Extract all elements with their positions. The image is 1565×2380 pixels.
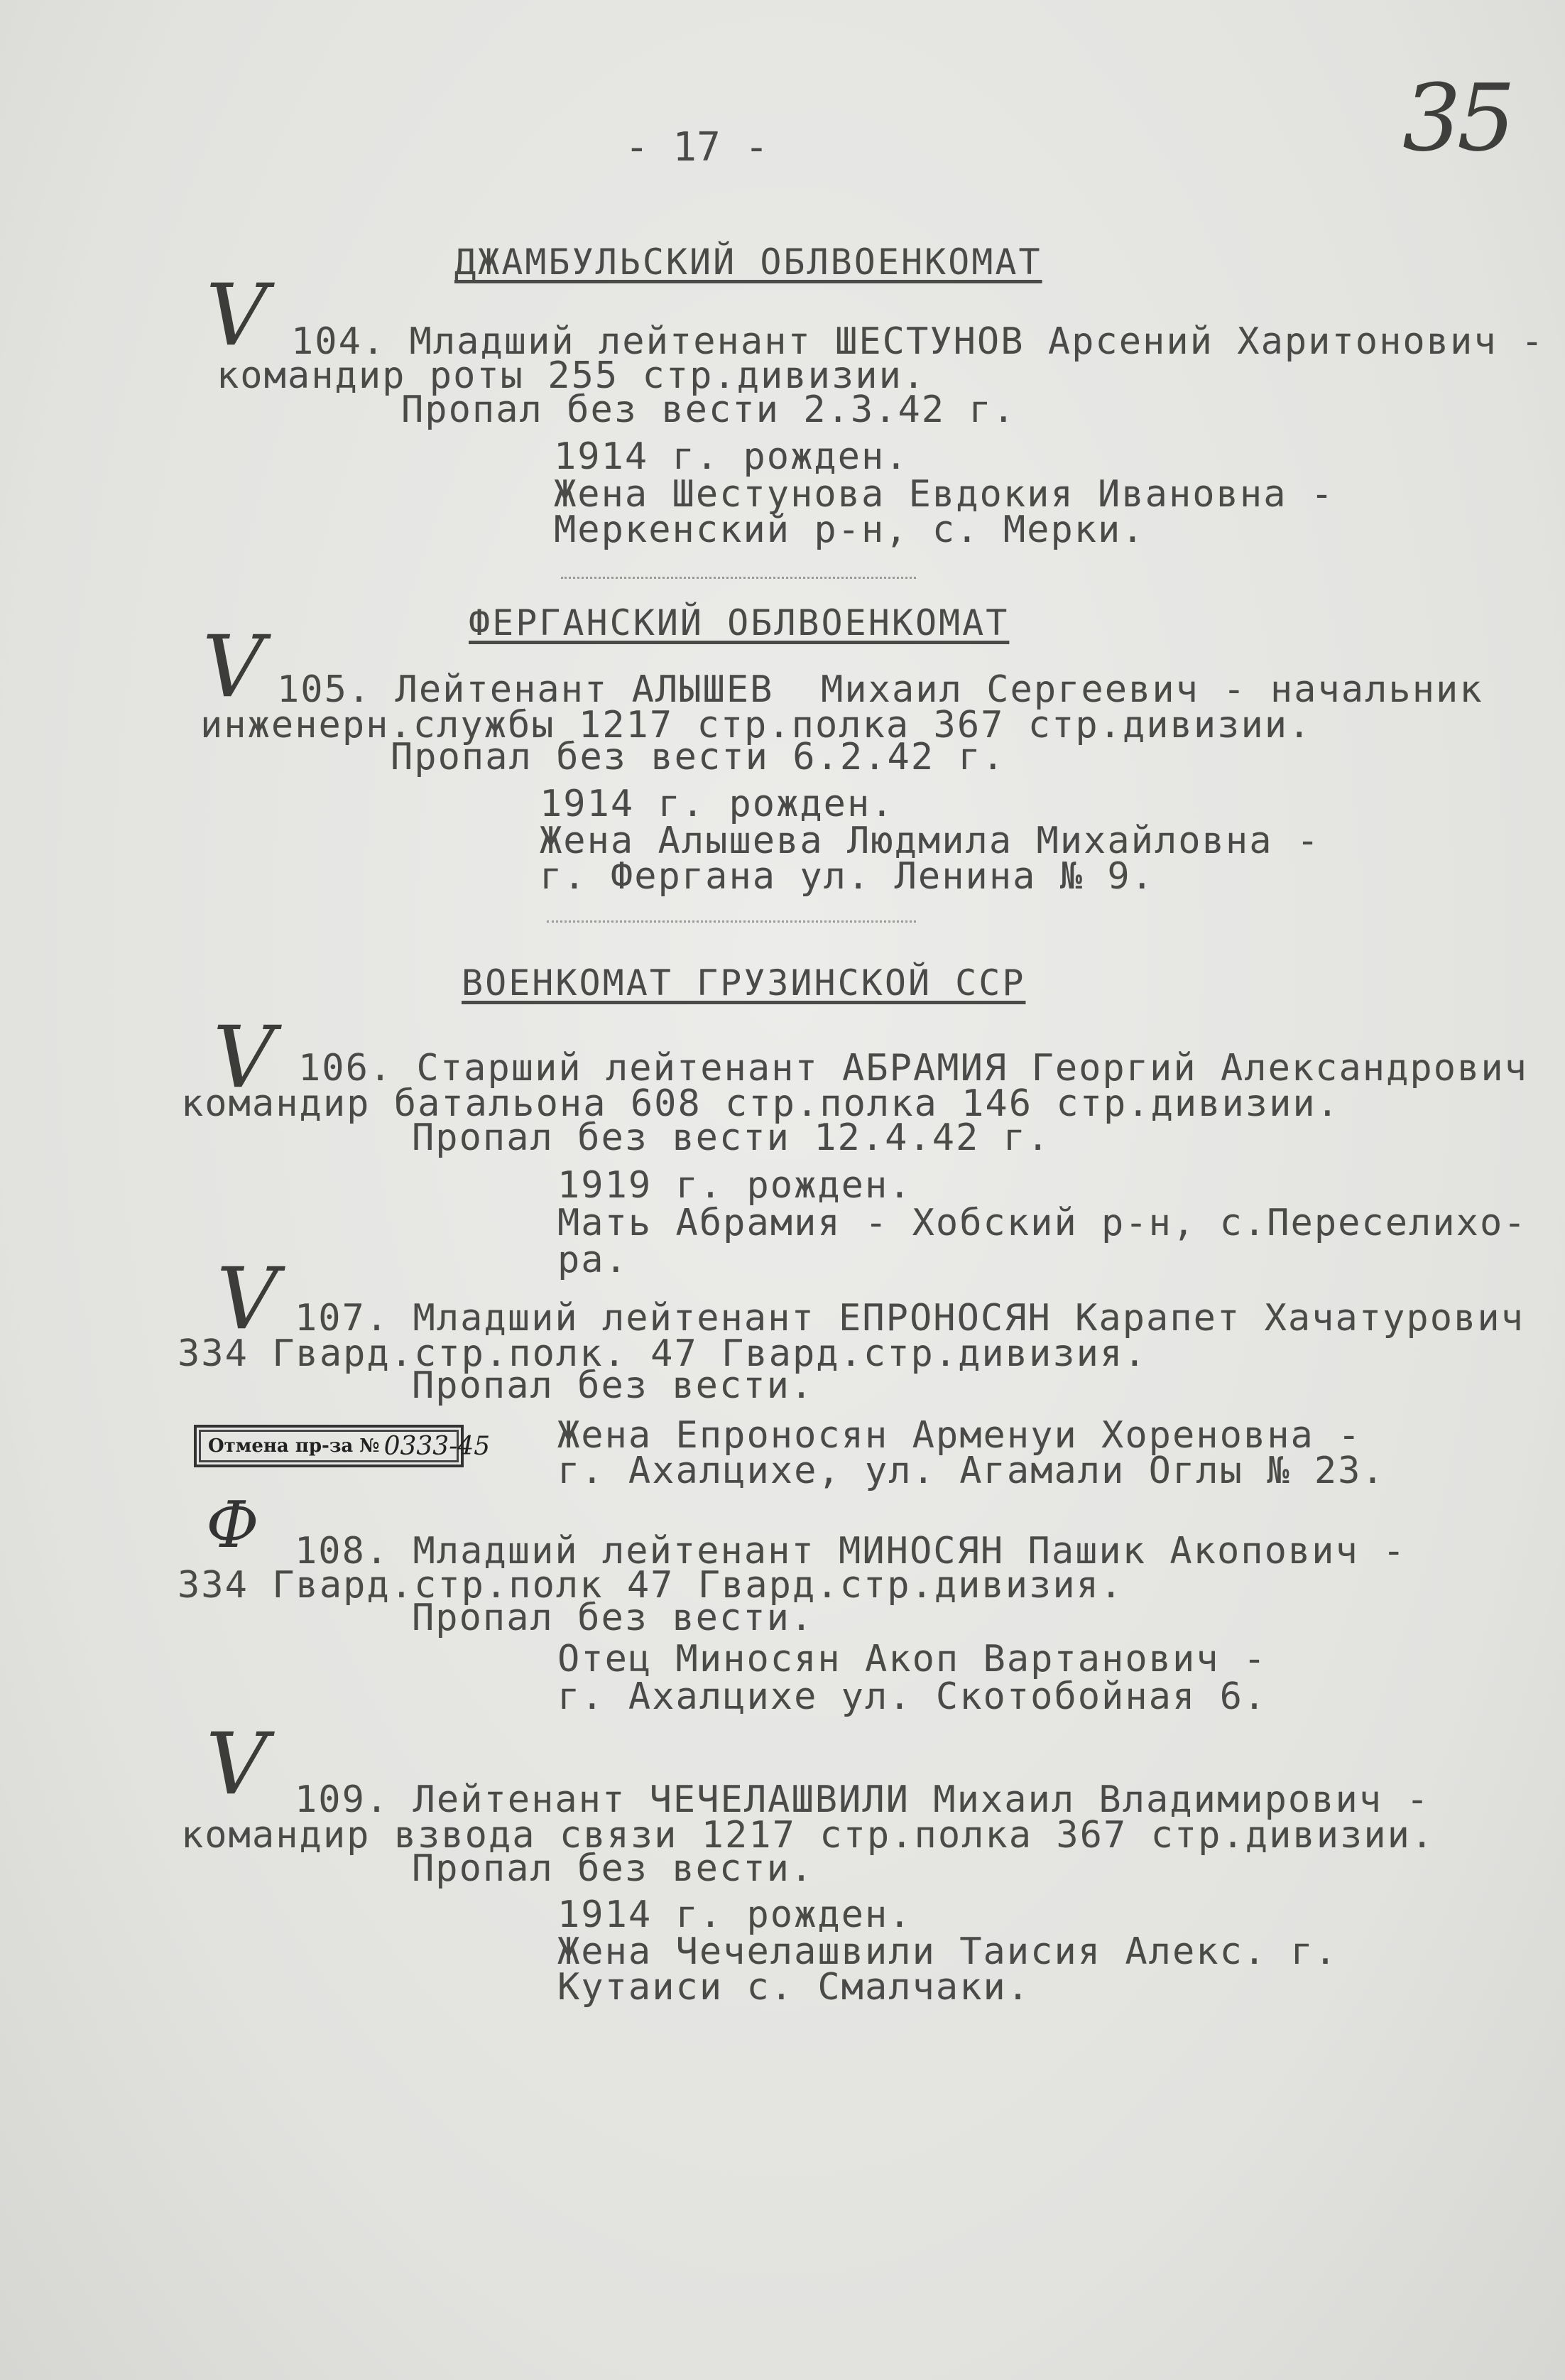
entry-104-missing: Пропал без вести 2.3.42 г. bbox=[401, 388, 1016, 431]
stamp-handwritten-number: 0333-45 bbox=[383, 1431, 491, 1461]
divider bbox=[547, 920, 916, 923]
entry-109-missing: Пропал без вести. bbox=[412, 1847, 814, 1890]
entry-105-born: 1914 г. рожден. bbox=[540, 783, 895, 825]
entry-106-line1: 106. Старший лейтенант АБРАМИЯ Георгий Александрович bbox=[298, 1047, 1528, 1090]
entry-109-line2: командир взвода связи 1217 стр.полка 367 стр.дивизии. bbox=[181, 1814, 1435, 1857]
entry-106-missing: Пропал без вести 12.4.42 г. bbox=[412, 1116, 1051, 1159]
entry-105-relative: Жена Алышева Людмила Михайловна - bbox=[540, 820, 1321, 862]
entry-108-relative: Отец Миносян Акоп Вартанович - bbox=[557, 1638, 1267, 1680]
entry-106-address: ра. bbox=[557, 1239, 628, 1281]
entry-104-relative: Жена Шестунова Евдокия Ивановна - bbox=[554, 473, 1335, 516]
entry-107-address: г. Ахалцихе, ул. Агамали Оглы № 23. bbox=[557, 1450, 1385, 1492]
entry-107-missing: Пропал без вести. bbox=[412, 1364, 814, 1407]
entry-105-missing: Пропал без вести 6.2.42 г. bbox=[391, 736, 1005, 778]
entry-105-line2: инженерн.службы 1217 стр.полка 367 стр.дивизии. bbox=[200, 704, 1312, 746]
entry-109-relative: Жена Чечелашвили Таисия Алекс. г. bbox=[557, 1930, 1338, 1973]
section-title-georgia: ВОЕНКОМАТ ГРУЗИНСКОЙ ССР bbox=[462, 962, 1026, 1004]
entry-104-line1: 104. Младший лейтенант ШЕСТУНОВ Арсений Харитонович - bbox=[291, 320, 1545, 363]
entry-107-relative: Жена Епроносян Арменуи Хореновна - bbox=[557, 1414, 1362, 1457]
check-mark: V bbox=[206, 266, 268, 365]
section-title-fergana: ФЕРГАНСКИЙ ОБЛВОЕНКОМАТ bbox=[469, 602, 1010, 643]
entry-104-born: 1914 г. рожден. bbox=[554, 435, 909, 478]
entry-108-line2: 334 Гвард.стр.полк 47 Гвард.стр.дивизия. bbox=[178, 1564, 1124, 1607]
page-number: - 17 - bbox=[625, 124, 769, 170]
entry-108-line1: 108. Младший лейтенант МИНОСЯН Пашик Акопович - bbox=[295, 1530, 1407, 1572]
entry-105-address: г. Фергана ул. Ленина № 9. bbox=[540, 855, 1155, 898]
check-mark: V bbox=[202, 618, 264, 717]
entry-104-address: Меркенский р-н, с. Мерки. bbox=[554, 509, 1145, 551]
check-mark: V bbox=[206, 1715, 268, 1814]
entry-106-born: 1919 г. рожден. bbox=[557, 1164, 912, 1207]
entry-108-address: г. Ахалцихе ул. Скотобойная 6. bbox=[557, 1675, 1267, 1718]
cancellation-stamp bbox=[194, 1425, 491, 1467]
stamp-label: Отмена пр-за № bbox=[208, 1435, 380, 1457]
entry-107-line2: 334 Гвард.стр.полк. 47 Гвард.стр.дивизия. bbox=[178, 1332, 1147, 1375]
entry-109-born: 1914 г. рожден. bbox=[557, 1893, 912, 1936]
check-mark: V bbox=[217, 1250, 278, 1349]
entry-107-line1: 107. Младший лейтенант ЕПРОНОСЯН Карапет Хачатурович bbox=[295, 1297, 1525, 1340]
divider bbox=[561, 577, 916, 579]
entry-109-address: Кутаиси с. Смалчаки. bbox=[557, 1966, 1031, 2009]
entry-108-missing: Пропал без вести. bbox=[412, 1597, 814, 1639]
entry-104-line2: командир роты 255 стр.дивизии. bbox=[217, 354, 927, 397]
entry-106-relative: Мать Абрамия - Хобский р-н, с.Переселихо- bbox=[557, 1202, 1527, 1244]
section-title-dzhambul: ДЖАМБУЛЬСКИЙ ОБЛВОЕНКОМАТ bbox=[454, 241, 1042, 283]
entry-109-line1: 109. Лейтенант ЧЕЧЕЛАШВИЛИ Михаил Владимирович - bbox=[295, 1778, 1430, 1821]
cancel-mark: Ф bbox=[206, 1488, 259, 1563]
entry-106-line2: командир батальона 608 стр.полка 146 стр.дивизии. bbox=[181, 1082, 1341, 1125]
archive-page-number: 35 bbox=[1402, 64, 1512, 172]
check-mark: V bbox=[213, 1009, 275, 1107]
entry-105-line1: 105. Лейтенант АЛЫШЕВ Михаил Сергеевич - начальник bbox=[277, 668, 1483, 711]
